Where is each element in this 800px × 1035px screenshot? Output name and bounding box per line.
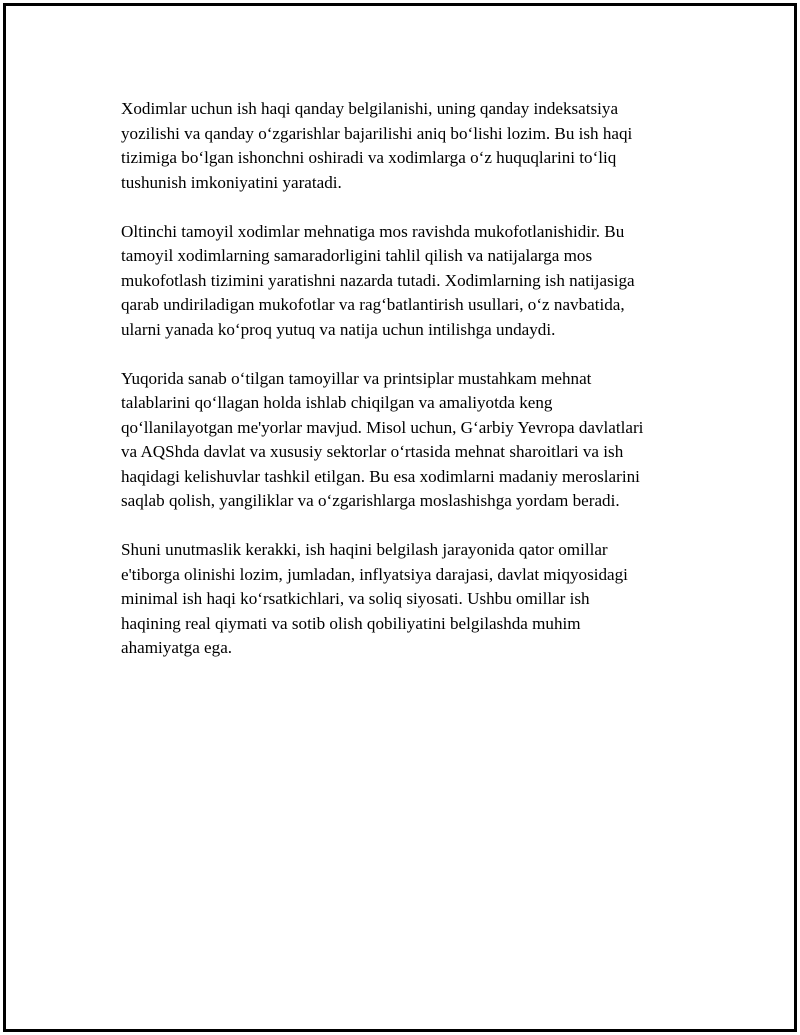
text-line: talablarini qo‘llagan holda ishlab chiqilgan va amaliyotda keng bbox=[121, 393, 553, 412]
text-line: Xodimlar uchun ish haqi qanday belgilanishi, uning qanday indeksatsiya bbox=[121, 99, 619, 118]
text-line: minimal ish haqi ko‘rsatkichlari, va soliq siyosati. Ushbu omillar ish bbox=[121, 589, 590, 608]
text-line: Oltinchi tamoyil xodimlar mehnatiga mos ravishda mukofotlanishidir. Bu bbox=[121, 221, 625, 241]
paragraph bbox=[121, 538, 711, 661]
paragraph bbox=[121, 367, 711, 514]
document-body bbox=[121, 97, 711, 685]
text-line: ahamiyatga ega. bbox=[121, 638, 233, 657]
text-line: haqidagi kelishuvlar tashkil etilgan. Bu esa xodimlarni madaniy meroslarini bbox=[121, 466, 640, 486]
text-line: qo‘llanilayotgan me'yorlar mavjud. Misol uchun, G‘arbiy Yevropa davlatlari bbox=[121, 417, 644, 437]
paragraph bbox=[121, 97, 711, 195]
text-line: tushunish imkoniyatini yaratadi. bbox=[121, 172, 342, 192]
text-line: tizimiga bo‘lgan ishonchni oshiradi va xodimlarga o‘z huquqlarini to‘liq bbox=[121, 148, 617, 167]
text-line: Shuni unutmaslik kerakki, ish haqini belgilash jarayonida qator omillar bbox=[121, 540, 608, 559]
text-line: Yuqorida sanab o‘tilgan tamoyillar va printsiplar mustahkam mehnat bbox=[121, 368, 592, 388]
text-line: va AQShda davlat va xususiy sektorlar o‘rtasida mehnat sharoitlari va ish bbox=[121, 442, 624, 461]
text-line: e'tiborga olinishi lozim, jumladan, inflyatsiya darajasi, davlat miqyosidagi bbox=[121, 564, 628, 584]
page-frame bbox=[3, 3, 797, 1032]
paragraph bbox=[121, 220, 711, 343]
text-line: yozilishi va qanday o‘zgarishlar bajarilishi aniq bo‘lishi lozim. Bu ish haqi bbox=[121, 123, 633, 143]
text-line: tamoyil xodimlarning samaradorligini tahlil qilish va natijalarga mos bbox=[121, 246, 593, 265]
text-line: saqlab qolish, yangiliklar va o‘zgarishlarga moslashishga yordam beradi. bbox=[121, 491, 620, 510]
text-line: mukofotlash tizimini yaratishni nazarda tutadi. Xodimlarning ish natijasiga bbox=[121, 270, 635, 290]
text-line: qarab undiriladigan mukofotlar va rag‘batlantirish usullari, o‘z navbatida, bbox=[121, 295, 625, 314]
text-line: haqining real qiymati va sotib olish qobiliyatini belgilashda muhim bbox=[121, 613, 581, 633]
text-line: ularni yanada ko‘proq yutuq va natija uchun intilishga undaydi. bbox=[121, 319, 556, 339]
